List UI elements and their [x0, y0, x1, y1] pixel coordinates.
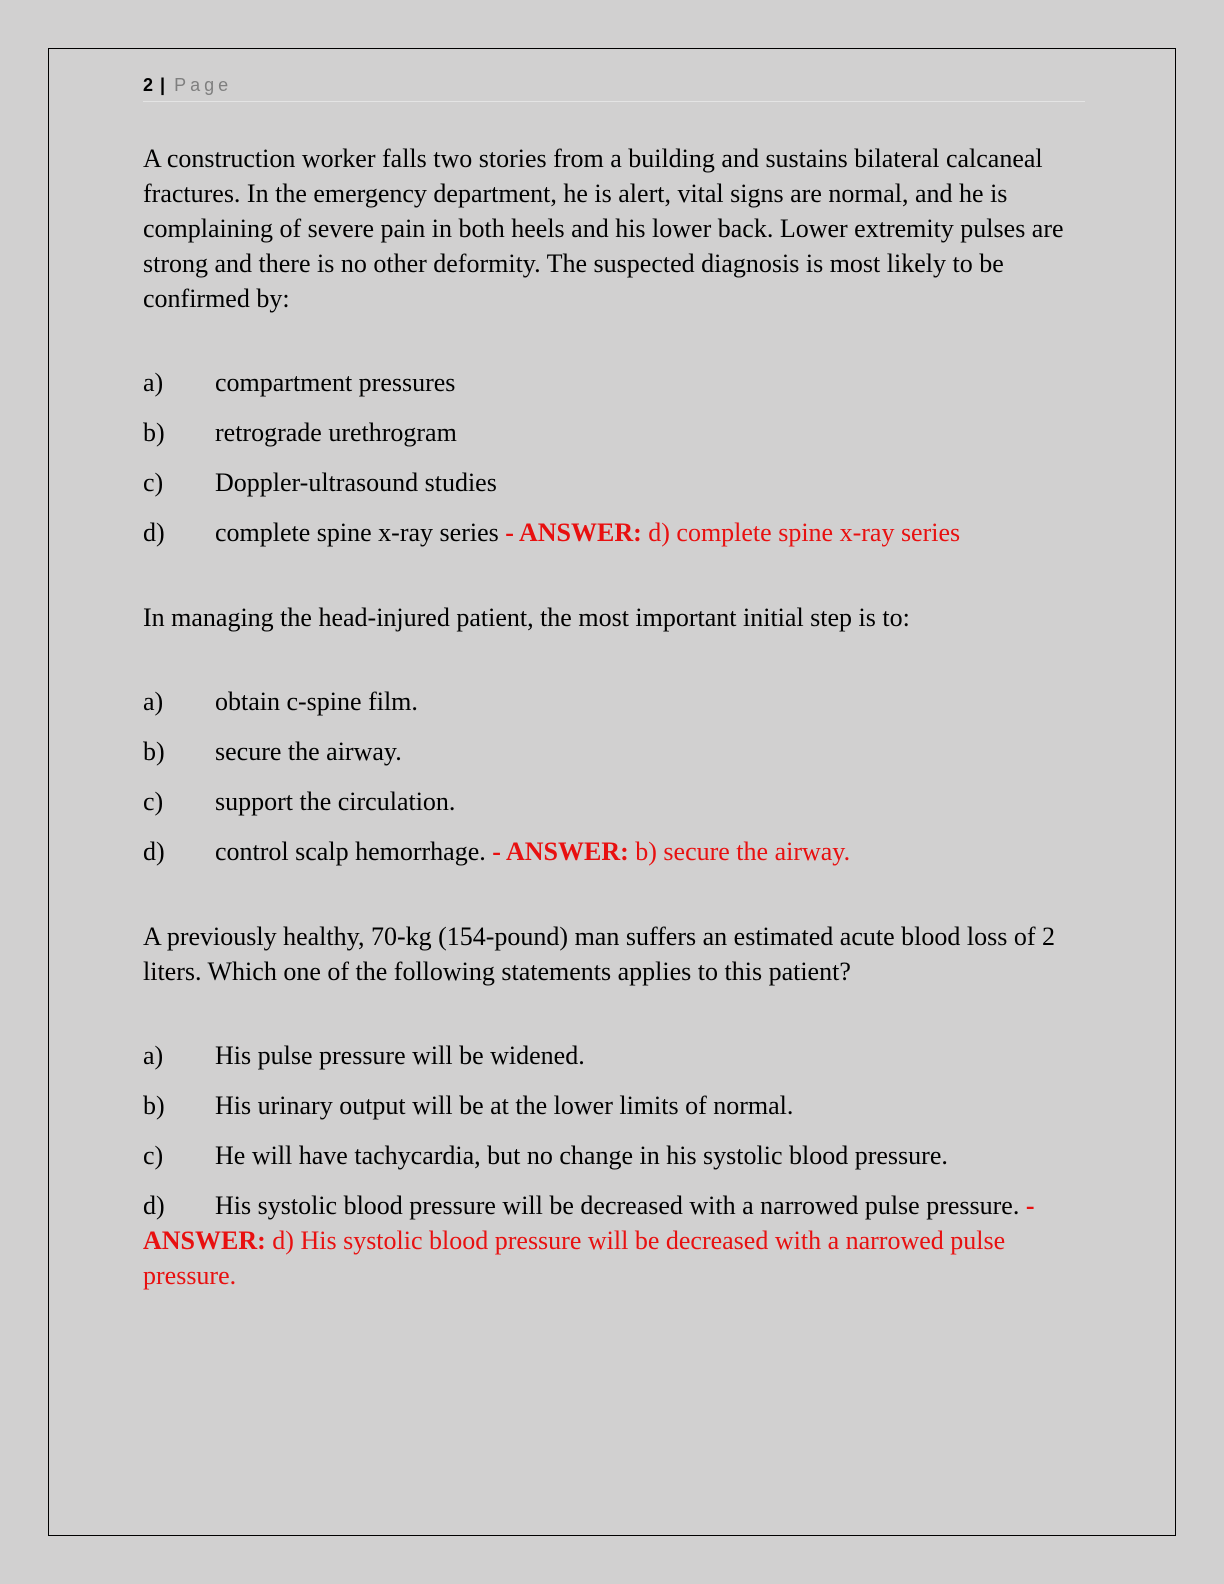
option-c: [143, 465, 1083, 500]
option-text: His urinary output will be at the lower limits of normal.: [215, 1091, 794, 1120]
answer: [499, 518, 960, 547]
option-letter: b): [143, 418, 165, 447]
page-label: Page: [174, 75, 233, 95]
question-block-3: [143, 919, 1083, 1293]
option-text: obtain c-spine film.: [215, 687, 418, 716]
option-letter: d): [143, 518, 165, 547]
option-text: complete spine x-ray series: [215, 518, 499, 547]
option-list: [143, 365, 1083, 550]
option-text: compartment pressures: [215, 368, 456, 397]
option-d: [143, 515, 1083, 550]
option-text: His pulse pressure will be widened.: [215, 1041, 585, 1070]
answer-label: - ANSWER:: [498, 518, 642, 547]
option-b: [143, 415, 1083, 450]
option-letter: b): [143, 737, 165, 766]
answer-text: d) complete spine x-ray series: [641, 518, 961, 547]
option-text: support the circulation.: [215, 787, 456, 816]
question-text: In managing the head-injured patient, the most important initial step is to:: [143, 603, 910, 632]
answer-label: - ANSWER:: [485, 837, 629, 866]
option-text: secure the airway.: [215, 737, 402, 766]
option-letter: b): [143, 1091, 165, 1120]
answer-text: d) His systolic blood pressure will be decreased with a narrowed pulse pressure.: [143, 1226, 1006, 1290]
option-b: [143, 1088, 1083, 1123]
option-d: [143, 834, 1083, 869]
option-text: retrograde urethrogram: [215, 418, 457, 447]
question-text: A previously healthy, 70-kg (154-pound) man suffers an estimated acute blood loss of 2 liters. Which one of the following statements applies to this patient?: [143, 922, 1055, 986]
option-letter: d): [143, 837, 165, 866]
document-body: [143, 141, 1083, 1343]
answer-text: b) secure the airway.: [628, 837, 851, 866]
option-letter: a): [143, 687, 164, 716]
page-header: [143, 74, 1085, 102]
option-text: He will have tachycardia, but no change in his systolic blood pressure.: [215, 1141, 948, 1170]
option-b: [143, 734, 1083, 769]
question-block-2: [143, 600, 1083, 869]
option-list: [143, 1038, 1083, 1293]
option-c: [143, 784, 1083, 819]
option-c: [143, 1138, 1083, 1173]
option-d: [143, 1188, 1083, 1293]
option-letter: c): [143, 468, 164, 497]
answer: [486, 837, 850, 866]
option-text: control scalp hemorrhage.: [215, 837, 486, 866]
option-letter: d): [143, 1191, 165, 1220]
option-list: [143, 684, 1083, 869]
answer-label: - ANSWER:: [143, 1191, 1035, 1255]
option-a: [143, 684, 1083, 719]
question-block-1: [143, 141, 1083, 550]
option-text: His systolic blood pressure will be decreased with a narrowed pulse pressure.: [215, 1191, 1020, 1220]
option-a: [143, 1038, 1083, 1073]
header-separator: |: [160, 75, 166, 95]
question-text: A construction worker falls two stories from a building and sustains bilateral calcaneal fractures. In the emergency department, he is alert, vital signs are normal, and he is complaining of severe pain in both heels and his lower back. Lower extremity pulses are strong and there is no other deformity. The suspected diagnosis is most likely to be confirmed by:: [143, 144, 1064, 313]
option-a: [143, 365, 1083, 400]
page-number: 2: [143, 75, 154, 95]
option-letter: a): [143, 1041, 164, 1070]
option-letter: a): [143, 368, 164, 397]
option-letter: c): [143, 1141, 164, 1170]
option-text: Doppler-ultrasound studies: [215, 468, 497, 497]
option-letter: c): [143, 787, 164, 816]
